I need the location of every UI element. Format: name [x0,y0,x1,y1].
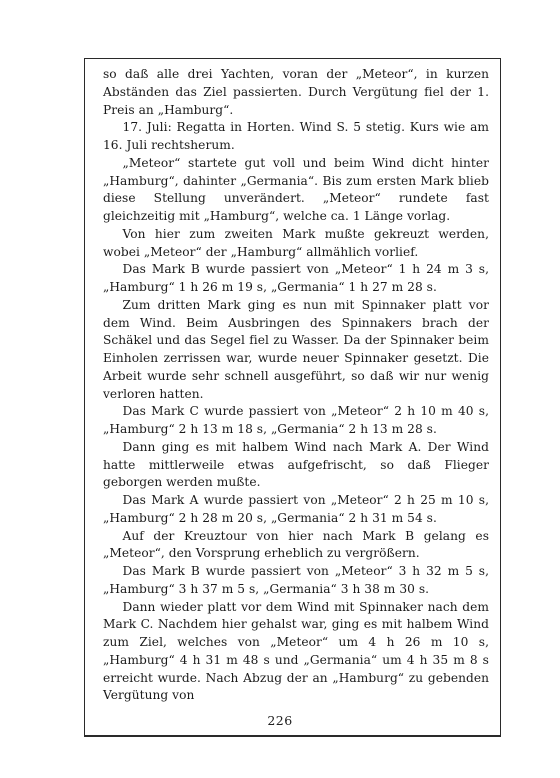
paragraph-1: so daß alle drei Yachten, voran der „Meteor“, in kurzen Abständen das Ziel passierten. Durch Vergütung fiel der 1. Preis an „Hamburg“. [103,67,489,117]
paragraph-11: Das Mark B wurde passiert von „Meteor“ 3 h 32 m 5 s, „Hamburg“ 3 h 37 m 5 s, „Germania“ 3 h 38 m 30 s. [103,564,489,596]
text-body [103,66,489,705]
paragraph-8: Dann ging es mit halbem Wind nach Mark A. Der Wind hatte mittlerweile etwas aufgefrischt, so daß Flieger geborgen werden mußte. [103,439,489,490]
bottom-rule [84,736,501,737]
paragraph-12: Dann wieder platt vor dem Wind mit Spinnaker nach dem Mark C. Nachdem hier gehalst war, ging es mit halbem Wind zum Ziel, welches von „Meteor“ um 4 h 26 m 10 s, „Hamburg“ 4 h 31 m 48 s und „Germania“ um 4 h 35 m 8 s erreicht wurde. Nach Abzug der an „Hamburg“ zu gebenden Vergütung von [103,599,489,703]
paragraph-5: Das Mark B wurde passiert von „Meteor“ 1 h 24 m 3 s, „Hamburg“ 1 h 26 m 19 s, „Germania“ 1 h 27 m 28 s. [103,262,489,294]
paragraph-2: 17. Juli: Regatta in Horten. Wind S. 5 stetig. Kurs wie am 16. Juli rechtsherum. [103,120,489,152]
paragraph-3: „Meteor“ startete gut voll und beim Wind dicht hinter „Hamburg“, dahinter „Germania“. Bis zum ersten Mark blieb diese Stellung unverändert. „Meteor“ rundete fast gleichzeitig mit „Hamburg“, welche ca. 1 Länge vorlag. [103,155,489,223]
paragraph-4: Von hier zum zweiten Mark mußte gekreuzt werden, wobei „Meteor“ der „Hamburg“ allmählich vorlief. [103,226,489,259]
paragraph-6: Zum dritten Mark ging es nun mit Spinnaker platt vor dem Wind. Beim Ausbringen des Spinnakers brach der Schäkel und das Segel fiel zu Wasser. Da der Spinnaker beim Einholen zerrissen war, wurde neuer Spinnaker gesetzt. Die Arbeit wurde sehr schnell ausgeführt, so daß wir nur wenig verloren hatten. [103,297,489,401]
paragraph-9: Das Mark A wurde passiert von „Meteor“ 2 h 25 m 10 s, „Hamburg“ 2 h 28 m 20 s, „Germania“ 2 h 31 m 54 s. [103,493,489,525]
paragraph-7: Das Mark C wurde passiert von „Meteor“ 2 h 10 m 40 s, „Hamburg“ 2 h 13 m 18 s, „Germania“ 2 h 13 m 28 s. [103,404,489,436]
paragraph-10: Auf der Kreuztour von hier nach Mark B gelang es „Meteor“, den Vorsprung erheblich zu vergrößern. [103,528,489,561]
page-number: 226 [267,713,293,728]
